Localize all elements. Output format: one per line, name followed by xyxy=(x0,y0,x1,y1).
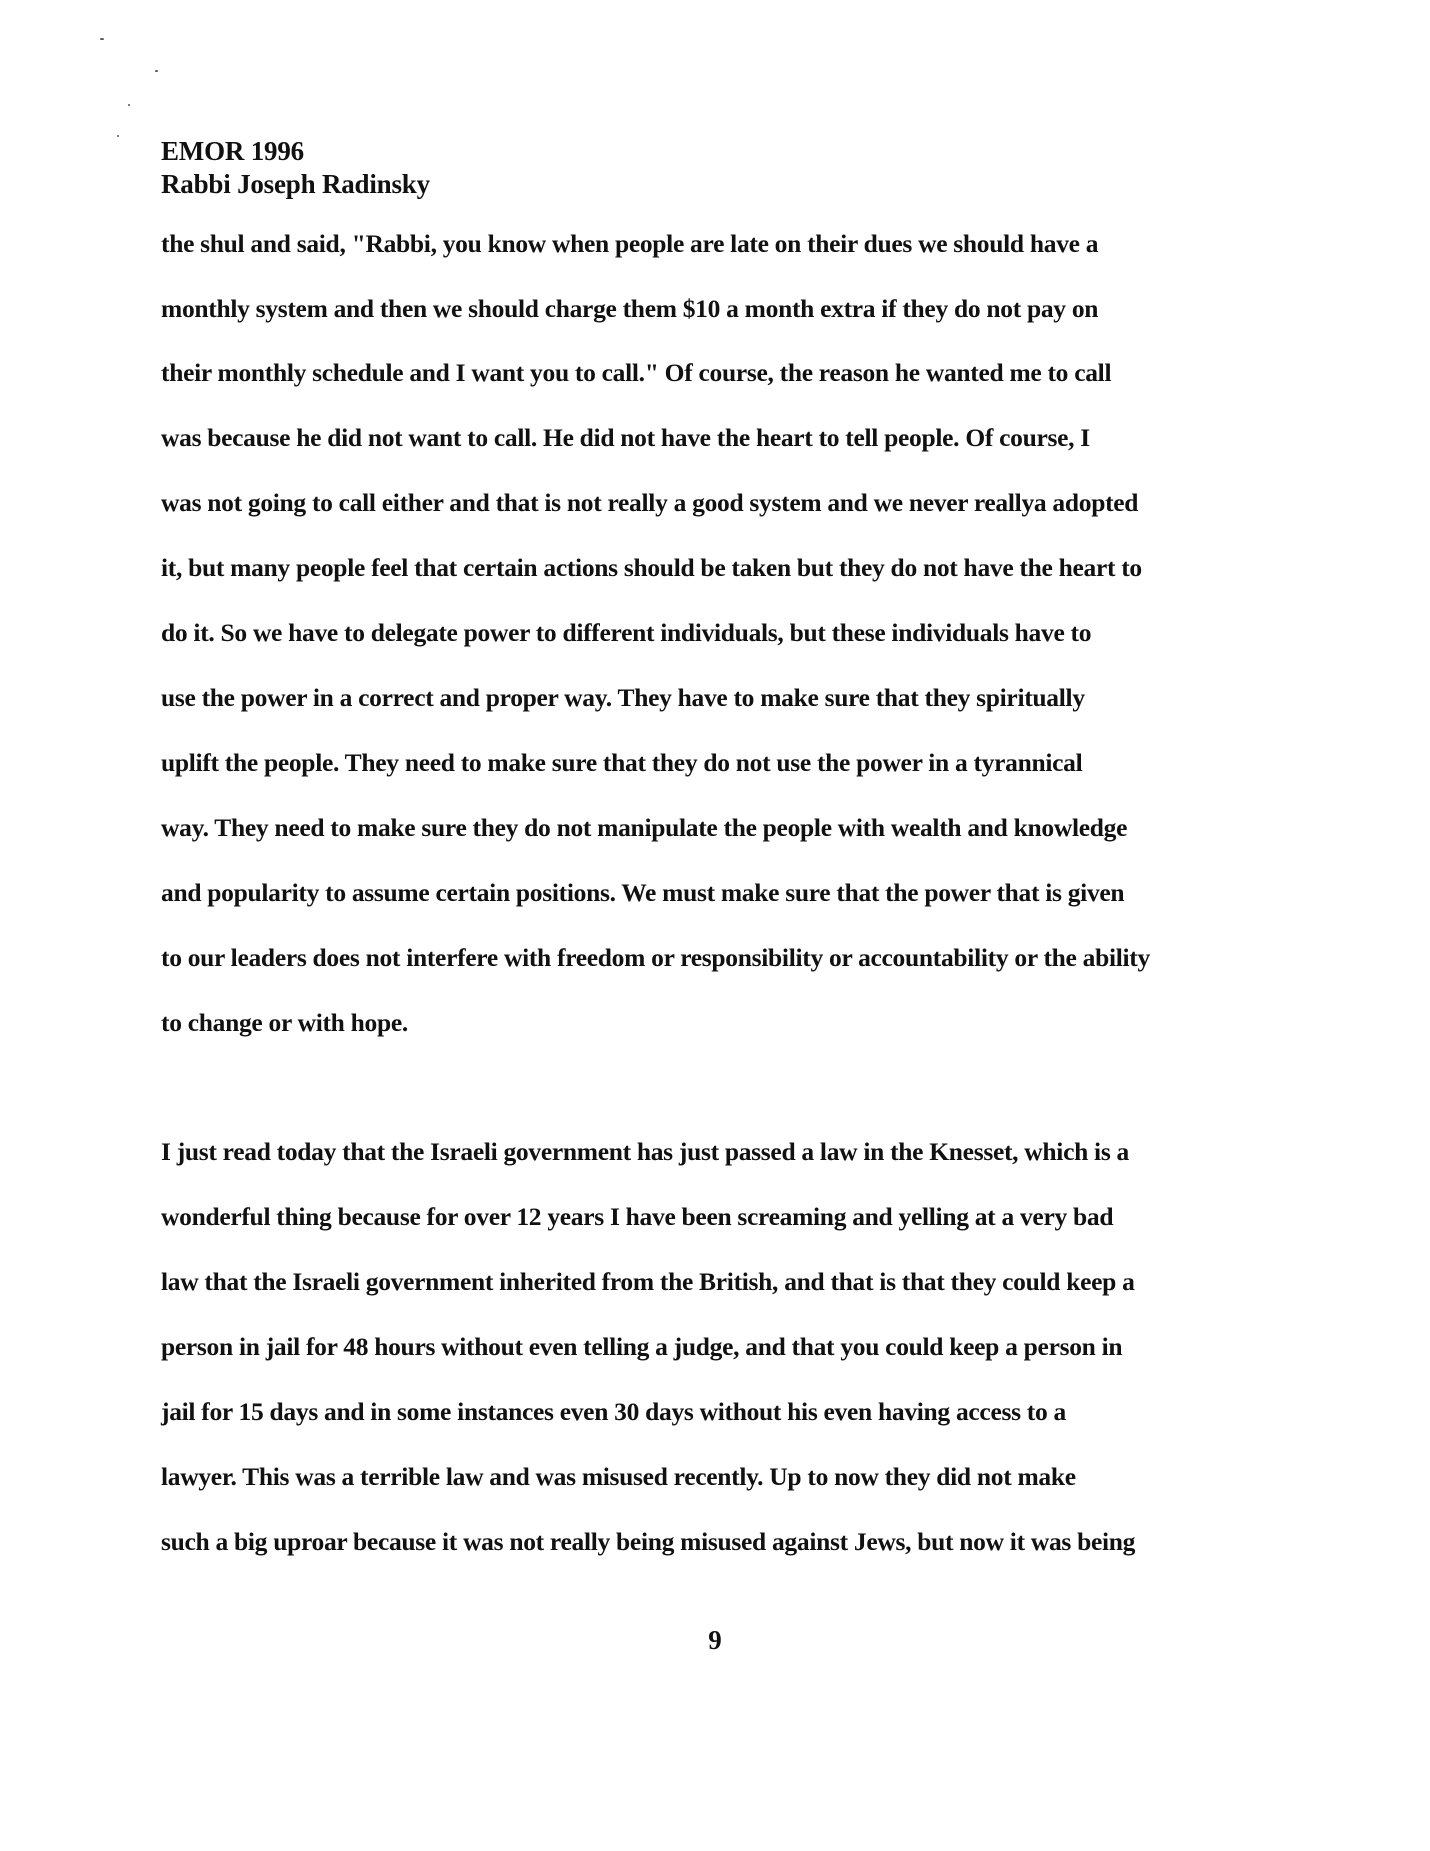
text-line: their monthly schedule and I want you to call." Of course, the reason he wanted me to call xyxy=(161,358,1112,387)
scan-speck xyxy=(155,70,158,72)
text-line: was because he did not want to call. He did not have the heart to tell people. Of course, I xyxy=(161,423,1090,452)
text-line: way. They need to make sure they do not manipulate the people with wealth and knowledge xyxy=(161,813,1128,842)
document-title: EMOR 1996 xyxy=(161,136,304,166)
text-line: use the power in a correct and proper way. They have to make sure that they spiritually xyxy=(161,683,1085,712)
text-line: I just read today that the Israeli government has just passed a law in the Knesset, which is a xyxy=(161,1137,1129,1166)
text-line: wonderful thing because for over 12 years I have been screaming and yelling at a very bad xyxy=(161,1202,1114,1231)
text-line: to change or with hope. xyxy=(161,1008,408,1037)
text-line: to our leaders does not interfere with freedom or responsibility or accountability or the ability xyxy=(161,943,1150,972)
document-header xyxy=(161,135,430,201)
text-line: such a big uproar because it was not really being misused against Jews, but now it was being xyxy=(161,1527,1136,1556)
scan-speck xyxy=(100,38,104,40)
text-line: and popularity to assume certain positions. We must make sure that the power that is given xyxy=(161,878,1125,907)
text-line: do it. So we have to delegate power to different individuals, but these individuals have to xyxy=(161,618,1092,647)
text-line: law that the Israeli government inherited from the British, and that is that they could keep a xyxy=(161,1267,1135,1296)
text-line: it, but many people feel that certain actions should be taken but they do not have the heart to xyxy=(161,553,1142,582)
document-author: Rabbi Joseph Radinsky xyxy=(161,169,430,199)
page-number: 9 xyxy=(708,1625,722,1655)
text-line: person in jail for 48 hours without even telling a judge, and that you could keep a person in xyxy=(161,1332,1123,1361)
text-line: jail for 15 days and in some instances even 30 days without his even having access to a xyxy=(161,1397,1066,1426)
scan-speck xyxy=(128,104,130,106)
scan-speck xyxy=(117,135,119,137)
text-line: monthly system and then we should charge them $10 a month extra if they do not pay on xyxy=(161,294,1099,323)
text-line: the shul and said, "Rabbi, you know when people are late on their dues we should have a xyxy=(161,229,1099,258)
text-line: was not going to call either and that is not really a good system and we never reallya adopted xyxy=(161,488,1139,517)
text-line: lawyer. This was a terrible law and was misused recently. Up to now they did not make xyxy=(161,1462,1076,1491)
text-line: uplift the people. They need to make sure that they do not use the power in a tyrannical xyxy=(161,748,1083,777)
